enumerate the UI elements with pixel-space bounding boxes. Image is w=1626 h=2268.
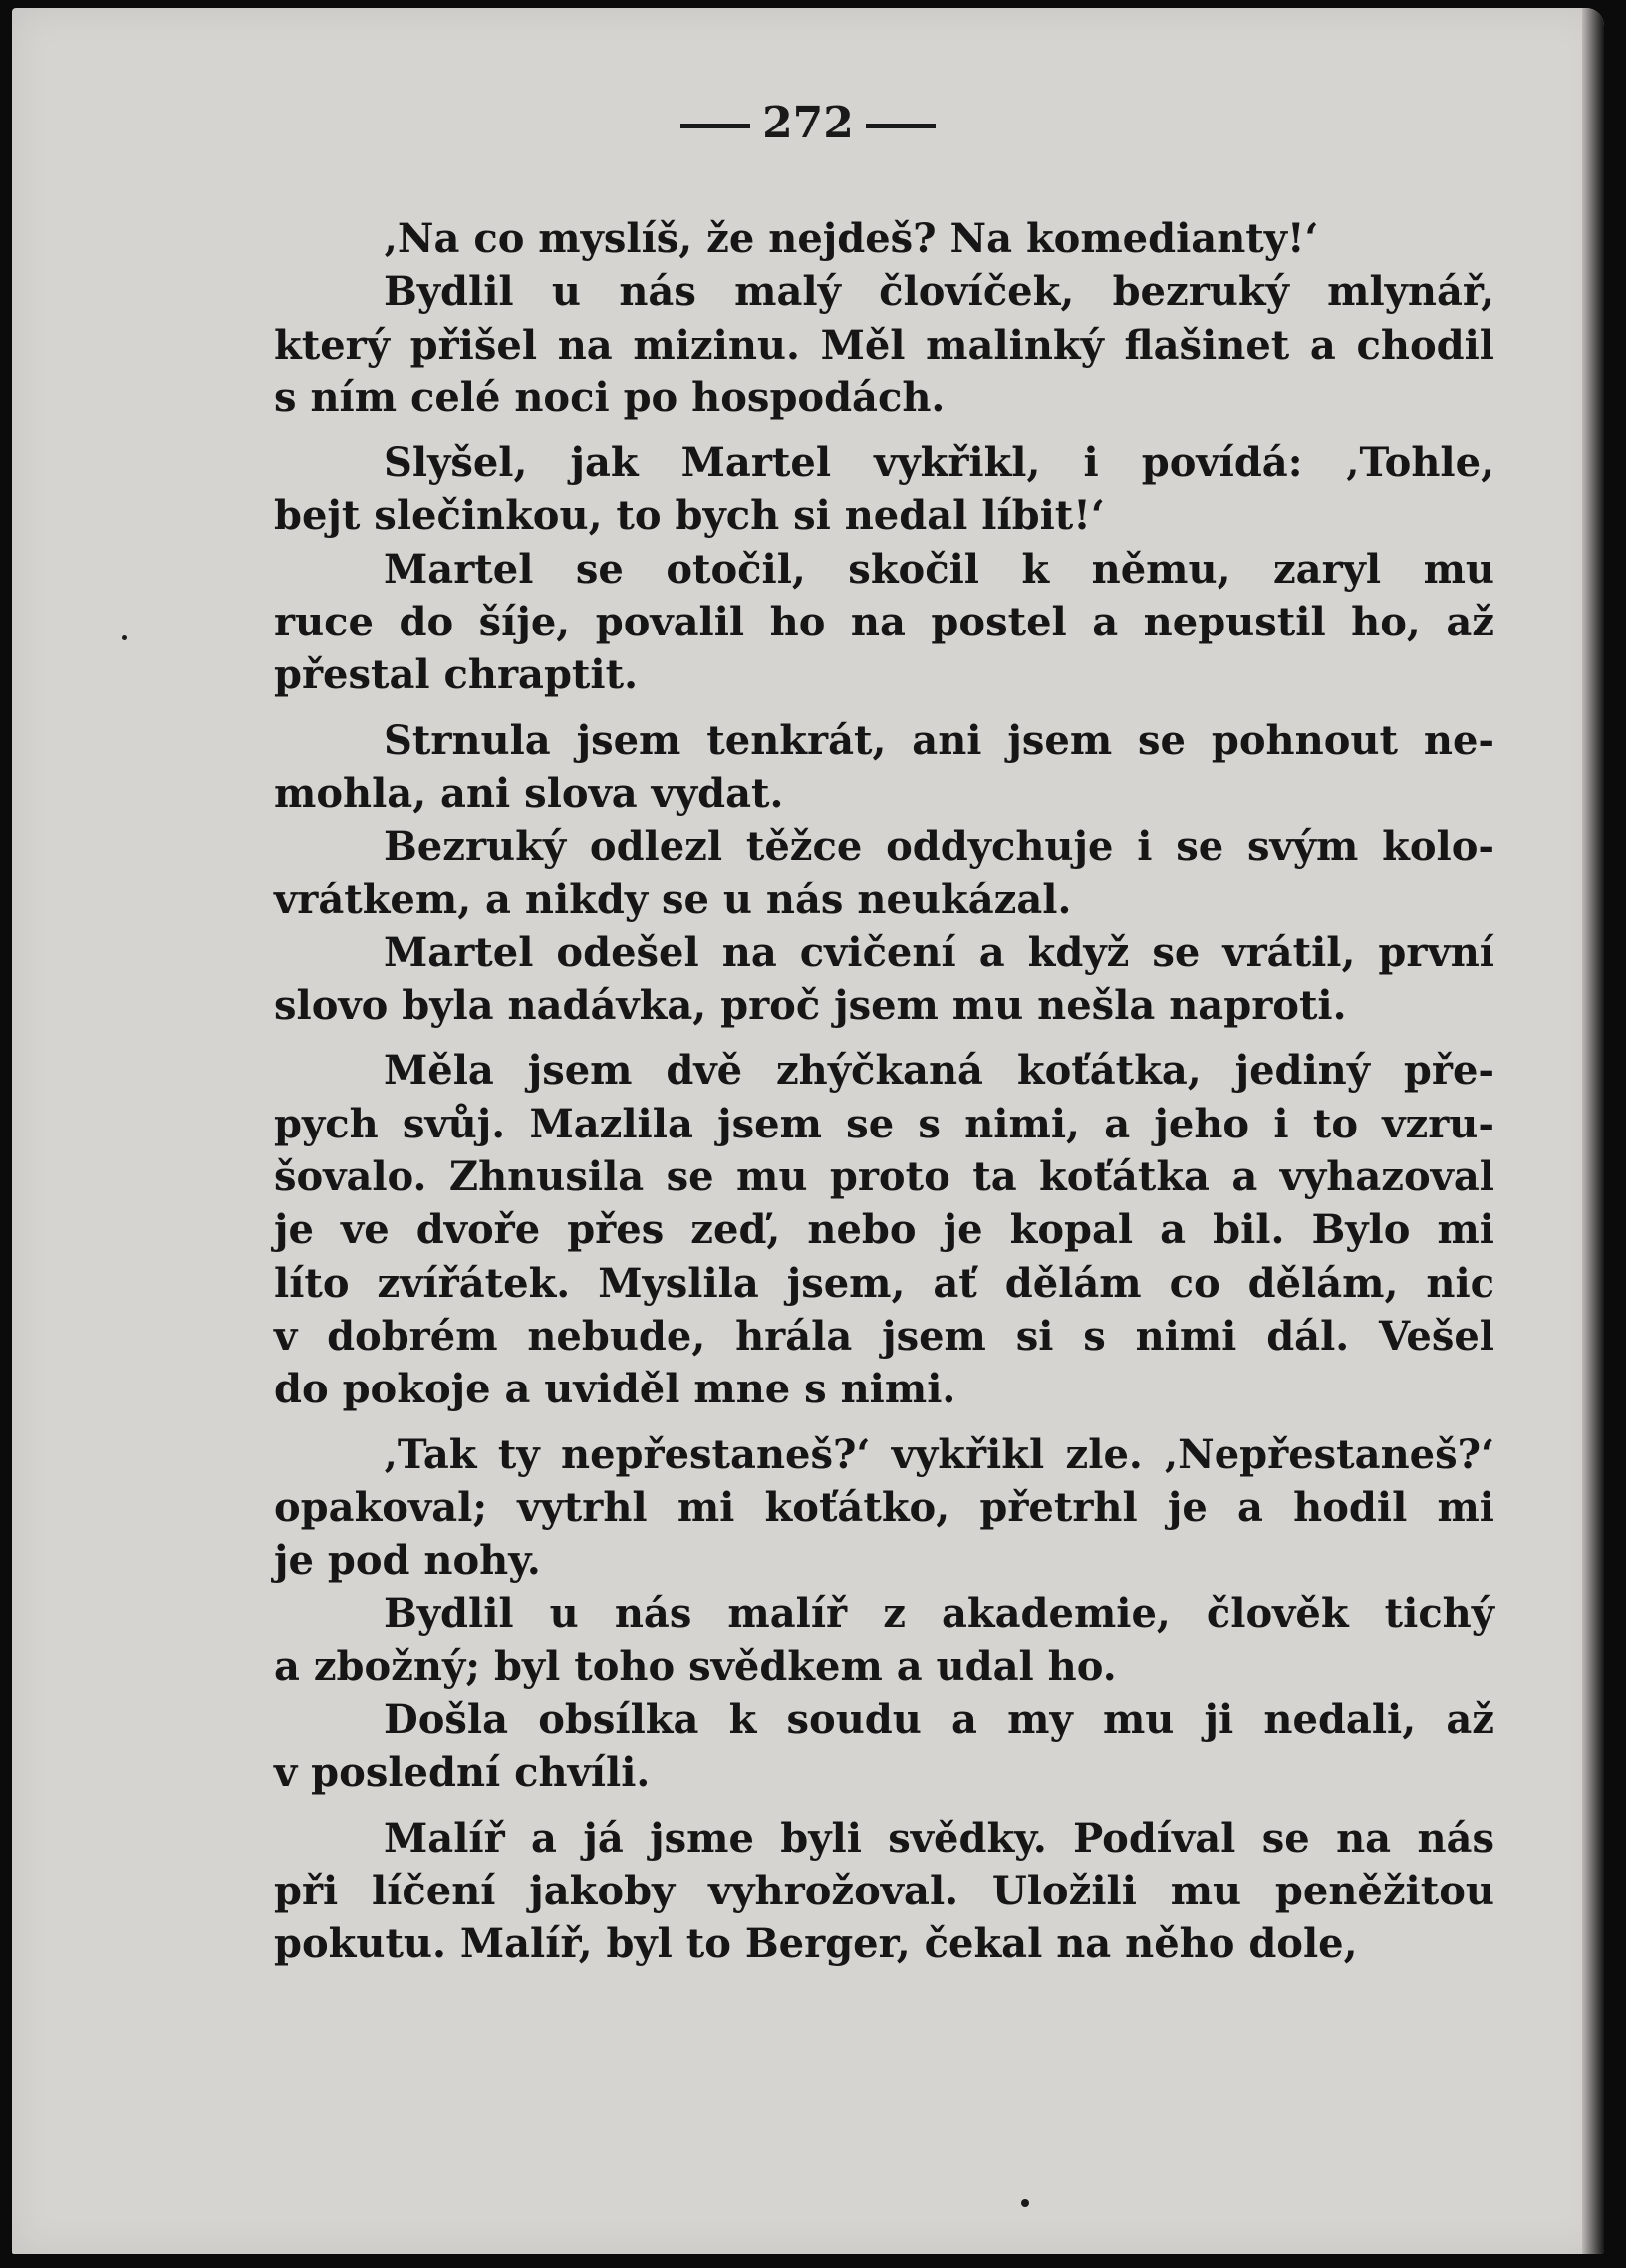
text-line: ‚Tak ty nepřestaneš?‘ vykřikl zle. ‚Nepřestaneš?‘ — [384, 1430, 1494, 1478]
dash-right — [866, 124, 936, 128]
text-line: Bydlil u nás malíř z akademie, člověk tichý — [384, 1590, 1494, 1638]
text-line: s ním celé noci po hospodách. — [274, 374, 946, 421]
text-line: přestal chraptit. — [274, 651, 638, 699]
text-line: slovo byla nadávka, proč jsem mu nešla naproti. — [274, 982, 1347, 1030]
text-line: ‚Na co myslíš, že nejdeš? Na komedianty!‘ — [384, 215, 1319, 262]
text-line: a zbožný; byl toho svědkem a udal ho. — [274, 1642, 1117, 1690]
text-line: v dobrém nebude, hrála jsem si s nimi dál. Vešel — [274, 1312, 1494, 1360]
dash-left — [680, 124, 750, 128]
text-line: je pod nohy. — [274, 1537, 541, 1585]
text-line: je ve dvoře přes zeď, nebo je kopal a bil. Bylo mi — [274, 1206, 1494, 1254]
page-number: 272 — [12, 98, 1604, 148]
text-line: Malíř a já jsme byli svědky. Podíval se na nás — [384, 1814, 1494, 1862]
text-line: ruce do šíje, povalil ho na postel a nepustil ho, až — [274, 599, 1494, 646]
text-line: líto zvířátek. Myslila jsem, ať dělám co dělám, nic — [274, 1259, 1494, 1307]
text-line: Martel odešel na cvičení a když se vrátil, první — [384, 928, 1494, 976]
text-line: šovalo. Zhnusila se mu proto ta koťátka a vyhazoval — [274, 1153, 1494, 1201]
text-line: Slyšel, jak Martel vykřikl, i povídá: ‚Tohle, — [384, 439, 1494, 487]
text-line: Martel se otočil, skočil k němu, zaryl mu — [384, 545, 1494, 593]
text-line: opakoval; vytrhl mi koťátko, přetrhl je a hodil mi — [274, 1483, 1494, 1531]
text-line: do pokoje a uviděl mne s nimi. — [274, 1366, 956, 1413]
text-line: pych svůj. Mazlila jsem se s nimi, a jeho i to vzru- — [274, 1100, 1494, 1147]
text-line: Měla jsem dvě zhýčkaná koťátka, jediný pře- — [384, 1047, 1494, 1095]
text-line: který přišel na mizinu. Měl malinký flašinet a chodil — [274, 321, 1494, 369]
page-spine-shadow — [1582, 8, 1604, 2254]
text-line: Bezruký odlezl těžce oddychuje i se svým kolo- — [384, 823, 1494, 871]
text-line: mohla, ani slova vydat. — [274, 769, 784, 817]
ink-speck — [1021, 2199, 1029, 2207]
body-text — [274, 212, 1494, 1971]
text-line: Bydlil u nás malý človíček, bezruký mlynář, — [384, 268, 1494, 316]
book-page — [12, 8, 1604, 2254]
text-line: pokutu. Malíř, byl to Berger, čekal na něho dole, — [274, 1920, 1358, 1968]
text-line: bejt slečinkou, to bych si nedal líbit!‘ — [274, 492, 1105, 540]
ink-speck — [122, 635, 127, 640]
text-line: vrátkem, a nikdy se u nás neukázal. — [274, 876, 1072, 923]
text-line: Strnula jsem tenkrát, ani jsem se pohnout ne- — [384, 716, 1494, 764]
text-line: v poslední chvíli. — [274, 1749, 651, 1797]
text-line: při líčení jakoby vyhrožoval. Uložili mu peněžitou — [274, 1867, 1494, 1914]
text-line: Došla obsílka k soudu a my mu ji nedali, až — [384, 1696, 1494, 1744]
